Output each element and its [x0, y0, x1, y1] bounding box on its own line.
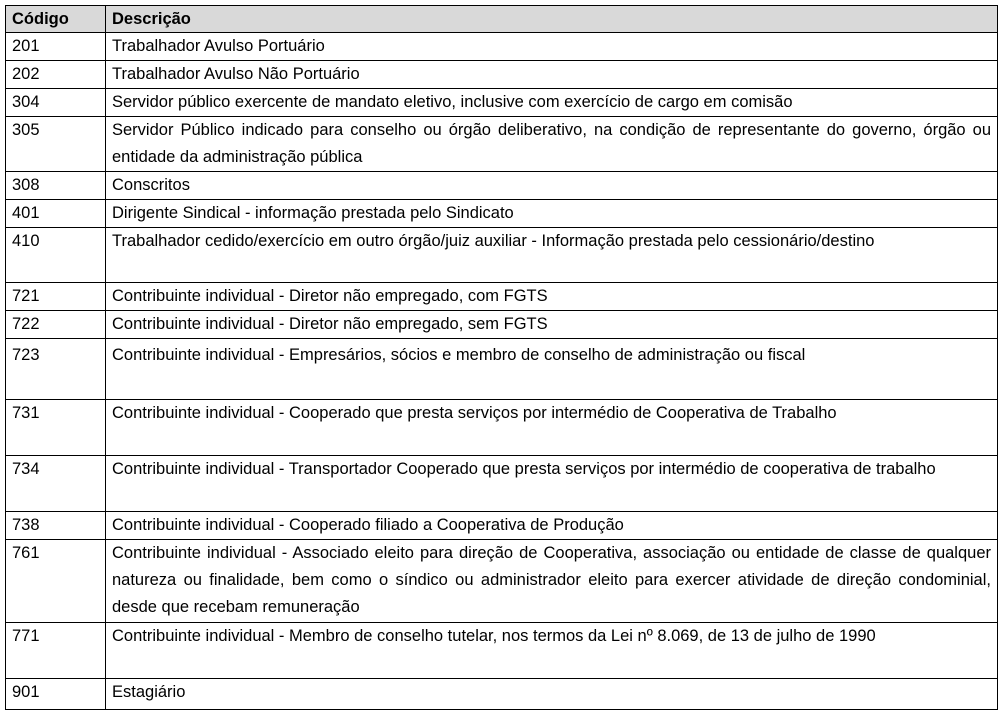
code-cell: 761: [6, 540, 106, 623]
table-row: [6, 89, 998, 117]
column-header-code: Código: [6, 6, 106, 33]
description-cell: Contribuinte individual - Transportador Cooperado que presta serviços por intermédio de cooperativa de trabalho: [106, 456, 998, 512]
description-cell: Contribuinte individual - Associado eleito para direção de Cooperativa, associação ou entidade de classe de qualquer natureza ou finalidade, bem como o síndico ou administrador eleito para exercer atividade de direção condominial, desde que recebam remuneração: [106, 540, 998, 623]
table-row: [6, 623, 998, 679]
code-cell: 734: [6, 456, 106, 512]
code-cell: 308: [6, 172, 106, 200]
code-cell: 401: [6, 200, 106, 228]
code-cell: 731: [6, 400, 106, 456]
description-cell: Trabalhador Avulso Portuário: [106, 33, 998, 61]
description-cell: Contribuinte individual - Diretor não empregado, sem FGTS: [106, 311, 998, 339]
table-row: [6, 311, 998, 339]
code-cell: 901: [6, 679, 106, 710]
description-cell: Servidor Público indicado para conselho ou órgão deliberativo, na condição de representante do governo, órgão ou entidade da administração pública: [106, 117, 998, 172]
table-row: [6, 172, 998, 200]
table-row: [6, 679, 998, 710]
table-row: [6, 339, 998, 400]
table-row: [6, 200, 998, 228]
column-header-description: Descrição: [106, 6, 998, 33]
code-cell: 738: [6, 512, 106, 540]
description-cell: Contribuinte individual - Cooperado que presta serviços por intermédio de Cooperativa de Trabalho: [106, 400, 998, 456]
code-cell: 721: [6, 283, 106, 311]
table-row: [6, 61, 998, 89]
description-cell: Contribuinte individual - Empresários, sócios e membro de conselho de administração ou fiscal: [106, 339, 998, 400]
code-cell: 723: [6, 339, 106, 400]
code-cell: 305: [6, 117, 106, 172]
table-row: [6, 117, 998, 172]
description-cell: Trabalhador cedido/exercício em outro órgão/juiz auxiliar - Informação prestada pelo cessionário/destino: [106, 228, 998, 283]
description-cell: Contribuinte individual - Cooperado filiado a Cooperativa de Produção: [106, 512, 998, 540]
description-cell: Conscritos: [106, 172, 998, 200]
table-row: [6, 456, 998, 512]
description-cell: Estagiário: [106, 679, 998, 710]
table-row: [6, 512, 998, 540]
table-row: [6, 33, 998, 61]
description-cell: Servidor público exercente de mandato eletivo, inclusive com exercício de cargo em comisão: [106, 89, 998, 117]
code-cell: 202: [6, 61, 106, 89]
table-header-row: [6, 6, 998, 33]
table-row: [6, 540, 998, 623]
table-row: [6, 228, 998, 283]
description-cell: Trabalhador Avulso Não Portuário: [106, 61, 998, 89]
code-cell: 201: [6, 33, 106, 61]
category-code-table: [5, 5, 998, 710]
code-cell: 304: [6, 89, 106, 117]
code-cell: 771: [6, 623, 106, 679]
table-row: [6, 283, 998, 311]
code-cell: 722: [6, 311, 106, 339]
table-row: [6, 400, 998, 456]
description-cell: Contribuinte individual - Membro de conselho tutelar, nos termos da Lei nº 8.069, de 13 de julho de 1990: [106, 623, 998, 679]
description-cell: Dirigente Sindical - informação prestada pelo Sindicato: [106, 200, 998, 228]
code-cell: 410: [6, 228, 106, 283]
description-cell: Contribuinte individual - Diretor não empregado, com FGTS: [106, 283, 998, 311]
